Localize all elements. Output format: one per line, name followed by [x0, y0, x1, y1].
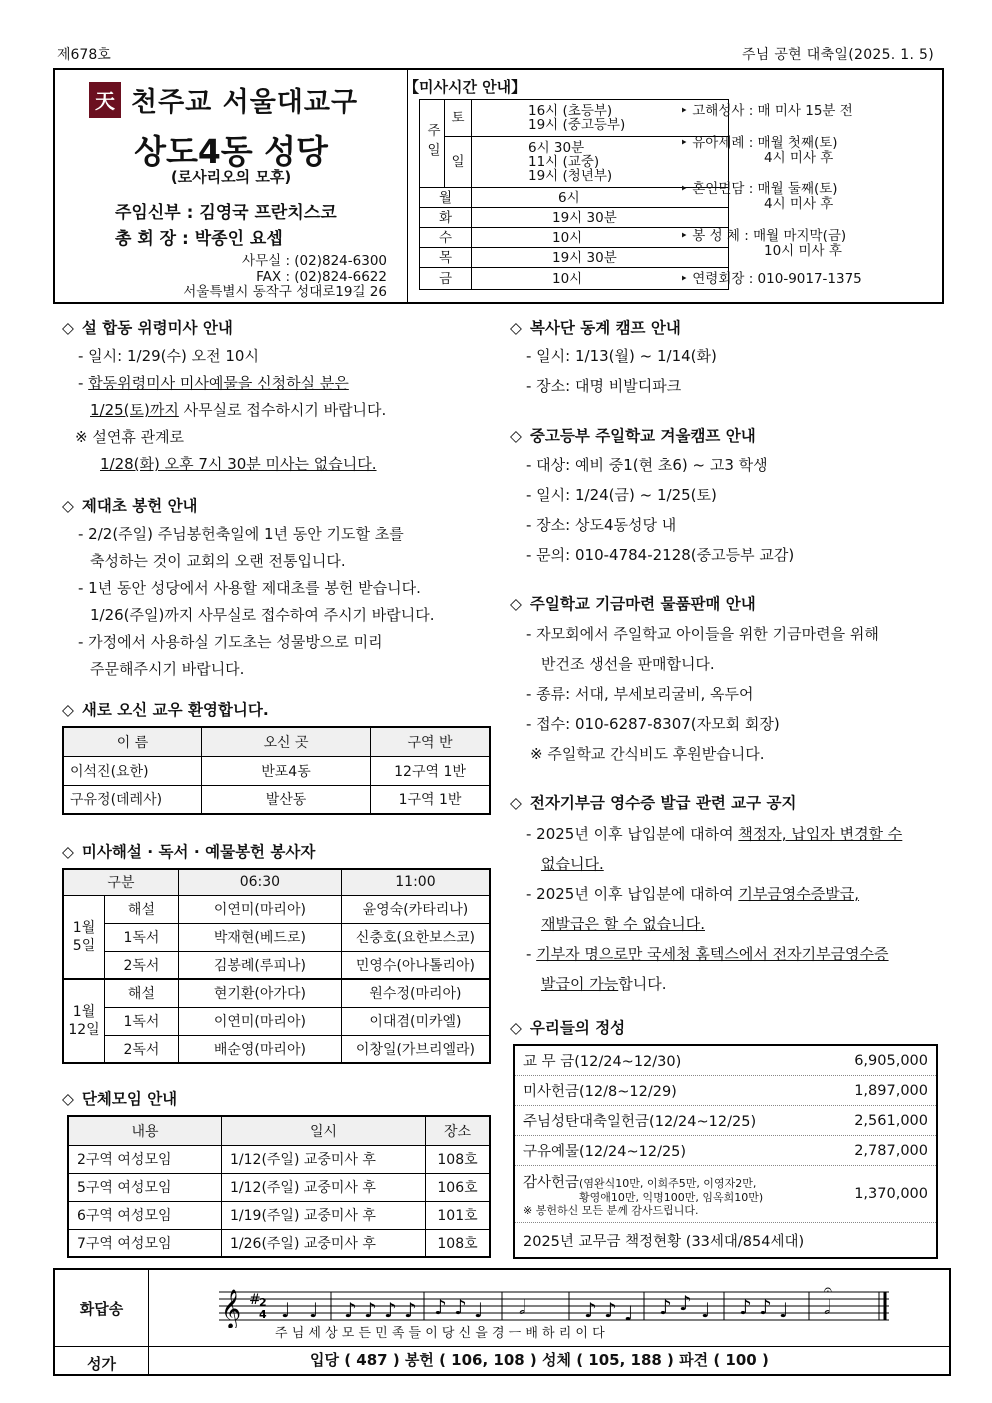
info-marriage: ‣ 혼인면담 : 매월 둘째(토) 4시 미사 후: [680, 181, 838, 212]
section-title-altar-server-camp: ◇ 복사단 동계 캠프 안내: [510, 319, 681, 337]
svg-text:♪: ♪: [659, 1295, 672, 1319]
saturday-times: 16시 (초등부) 19시 (중고등부): [472, 100, 729, 137]
text-line: - 일시: 1/29(수) 오전 10시: [78, 347, 259, 365]
table-row: 6구역 여성모임 1/19(주일) 교중미사 후 101호: [68, 1201, 490, 1229]
weekday-label: 화: [420, 208, 472, 228]
svg-text:♪: ♪: [604, 1298, 617, 1322]
pledge-status: 2025년 교무금 책정현황 (33세대/854세대): [523, 1233, 805, 1250]
svg-text:𝅗𝅥: 𝅗𝅥: [519, 1295, 526, 1319]
text-line: - 문의: 010-4784-2128(중고등부 교감): [526, 546, 795, 564]
table-row: 2구역 여성모임 1/12(주일) 교중미사 후 108호: [68, 1145, 490, 1173]
weekday-time: 10시: [472, 268, 729, 290]
diocese-name: 천주교 서울대교구: [131, 87, 359, 118]
text-line: - 1년 동안 성당에서 사용할 제대초를 봉헌 받습니다.: [78, 579, 421, 597]
date-cell: 1월 5일: [63, 895, 105, 979]
svg-text:♪: ♪: [739, 1295, 752, 1319]
table-row: 5구역 여성모임 1/12(주일) 교중미사 후 106호: [68, 1173, 490, 1201]
svg-text:♩: ♩: [624, 1301, 634, 1325]
text-line: 1/25(토)까지 사무실로 접수하시기 바랍니다.: [90, 401, 387, 419]
text-line: - 접수: 010-6287-8307(자모회 회장): [526, 715, 780, 733]
text-line: - 기부자 명으로만 국세청 홈텍스에서 전자기부금영수증: [526, 945, 889, 963]
sunday-label: 주일: [420, 100, 445, 188]
svg-text:♪: ♪: [454, 1295, 467, 1319]
date-cell: 1월 12일: [63, 979, 105, 1063]
table-row: 이석진(요한) 반포4동 12구역 1반: [63, 756, 490, 785]
diamond-icon: ◇: [62, 701, 74, 719]
diamond-icon: ◇: [510, 319, 522, 337]
diamond-icon: ◇: [510, 595, 522, 613]
text-line: - 장소: 대명 비발디파크: [526, 377, 682, 395]
text-line: - 대상: 예비 중1(현 초6) ~ 고3 학생: [526, 456, 768, 474]
text-line: 1/28(화) 오후 7시 30분 미사는 없습니다.: [100, 455, 377, 473]
text-line: 1/26(주일)까지 사무실로 접수하여 주시기 바랍니다.: [90, 606, 435, 624]
svg-text:♪: ♪: [434, 1295, 447, 1319]
text-line: 없습니다.: [541, 855, 604, 873]
church-patron: (로사리오의 모후): [170, 168, 292, 186]
sunday-times: 6시 30분 11시 (교중) 19시 (청년부): [472, 137, 729, 188]
weekday-time: 6시: [472, 188, 729, 208]
saturday-label: 토: [445, 100, 472, 137]
offering-row: 교 무 금(12/24~12/30) 6,905,000: [515, 1046, 936, 1076]
svg-text:♪: ♪: [344, 1298, 357, 1322]
diamond-icon: ◇: [62, 843, 74, 861]
text-line: - 2025년 이후 납입분에 대하여 기부금영수증발급,: [526, 885, 860, 903]
column-header: 이 름: [63, 727, 202, 756]
text-line: 반건조 생선을 판매합니다.: [541, 655, 715, 673]
table-row: 2독서 김봉례(루피나) 민영수(아나톨리아): [63, 951, 490, 979]
bulletin-date: 주님 공현 대축일(2025. 1. 5): [741, 47, 934, 63]
table-row: 1독서 박재현(베드로) 신충호(요한보스코): [63, 923, 490, 951]
offering-row: 미사헌금(12/8~12/29) 1,897,000: [515, 1076, 936, 1106]
text-line: 주문해주시기 바랍니다.: [90, 660, 245, 678]
table-row: 구유정(데레사) 발산동 1구역 1반: [63, 785, 490, 814]
column-header: 구분: [63, 869, 178, 895]
weekday-time: 10시: [472, 228, 729, 248]
divider: [407, 70, 408, 302]
svg-text:2: 2: [259, 1296, 267, 1309]
column-header: 오신 곳: [202, 727, 371, 756]
weekday-label: 목: [420, 248, 472, 268]
new-members-table: [62, 726, 491, 815]
psalm-label: 화답송: [79, 1300, 124, 1318]
text-line: - 일시: 1/13(월) ~ 1/14(화): [526, 347, 717, 365]
svg-text:♪: ♪: [584, 1298, 597, 1322]
info-confession: ‣ 고해성사 : 매 미사 15분 전: [680, 103, 853, 119]
table-row: 1월 5일 해설 이연미(마리아) 윤영숙(카타리나): [63, 895, 490, 923]
text-line: ※ 설연휴 관계로: [75, 428, 185, 446]
diocese-logo: [89, 80, 358, 119]
section-title-memorial-mass: ◇ 설 합동 위령미사 안내: [62, 319, 233, 337]
weekday-label: 금: [420, 268, 472, 290]
text-line: 재발급은 할 수 없습니다.: [541, 915, 705, 933]
section-title-donation-receipt: ◇ 전자기부금 영수증 발급 관련 교구 공지: [510, 794, 797, 812]
section-title-altar-candle: ◇ 제대초 봉헌 안내: [62, 497, 198, 515]
text-line: 축성하는 것이 교회의 오랜 전통입니다.: [90, 552, 346, 570]
svg-text:♪: ♪: [384, 1298, 397, 1322]
diamond-icon: ◇: [510, 1019, 522, 1037]
cross-emblem-icon: 天: [89, 82, 121, 118]
column-header: 11:00: [341, 869, 490, 895]
svg-text:♩: ♩: [309, 1298, 319, 1322]
svg-text:𝄞: 𝄞: [221, 1289, 242, 1328]
fax-number: FAX : (02)824-6622: [256, 268, 387, 285]
info-funeral-contact: ‣ 연령회장 : 010-9017-1375: [680, 271, 862, 287]
text-line: - 자모회에서 주일학교 아이들을 위한 기금마련을 위해: [526, 625, 879, 643]
church-name: 상도4동 성당: [134, 132, 328, 171]
svg-text:♩: ♩: [281, 1298, 291, 1322]
table-row: 1독서 이연미(마리아) 이대겸(미카엘): [63, 1007, 490, 1035]
diamond-icon: ◇: [510, 427, 522, 445]
svg-text:4: 4: [259, 1308, 267, 1321]
group-meetings-table: [67, 1115, 491, 1258]
volunteers-table: [62, 868, 491, 1064]
svg-text:♪: ♪: [679, 1291, 692, 1315]
text-line: - 2/2(주일) 주님봉헌축일에 1년 동안 기도할 초를: [78, 525, 404, 543]
pastor: 주임신부 : 김영국 프란치스코: [115, 203, 337, 223]
diamond-icon: ◇: [510, 794, 522, 812]
svg-text:𝄐: 𝄐: [824, 1284, 832, 1298]
section-title-new-members: ◇ 새로 오신 교우 환영합니다.: [62, 701, 269, 719]
svg-text:𝅗𝅥: 𝅗𝅥: [824, 1295, 831, 1319]
svg-text:#: #: [249, 1292, 261, 1308]
hymn-label: 성가: [87, 1355, 116, 1373]
text-line: ※ 주일학교 간식비도 후원받습니다.: [530, 745, 765, 763]
column-header: 구역 반: [371, 727, 491, 756]
diamond-icon: ◇: [62, 497, 74, 515]
section-title-volunteers: ◇ 미사해설 · 독서 · 예물봉헌 봉사자: [62, 843, 316, 861]
diamond-icon: ◇: [62, 319, 74, 337]
svg-text:♪: ♪: [364, 1298, 377, 1322]
svg-text:♪: ♪: [759, 1295, 772, 1319]
office-phone: 사무실 : (02)824-6300: [242, 253, 387, 269]
diamond-icon: ◇: [62, 1090, 74, 1108]
table-row: 2독서 배순영(마리아) 이창일(가브리엘라): [63, 1035, 490, 1063]
address: 서울특별시 동작구 성대로19길 26: [183, 284, 387, 300]
column-header: 장소: [426, 1116, 491, 1145]
weekday-label: 수: [420, 228, 472, 248]
hymn-numbers: 입당 ( 487 ) 봉헌 ( 106, 108 ) 성체 ( 105, 188 ) 파견 ( 100 ): [310, 1351, 769, 1369]
text-line: - 종류: 서대, 부세보리굴비, 옥두어: [526, 685, 754, 703]
info-baptism: ‣ 유아세례 : 매월 첫째(토) 4시 미사 후: [680, 135, 838, 166]
offering-row: 주님성탄대축일헌금(12/24~12/25) 2,561,000: [515, 1106, 936, 1136]
text-line: - 2025년 이후 납입분에 대하여 책정자, 납입자 변경할 수: [526, 825, 903, 843]
mass-times-title: 【미사시간 안내】: [404, 78, 527, 96]
column-header: 내용: [68, 1116, 222, 1145]
section-title-group-meetings: ◇ 단체모임 안내: [62, 1090, 178, 1108]
table-row: 7구역 여성모임 1/26(주일) 교중미사 후 108호: [68, 1229, 490, 1257]
weekday-label: 월: [420, 188, 472, 208]
section-title-youth-camp: ◇ 중고등부 주일학교 겨울캠프 안내: [510, 427, 756, 445]
offering-row: 구유예물(12/24~12/25) 2,787,000: [515, 1136, 936, 1166]
table-row: 1월 12일 해설 현기환(아가다) 원수정(마리아): [63, 979, 490, 1007]
issue-number: 제678호: [57, 47, 111, 63]
text-line: - 일시: 1/24(금) ~ 1/25(토): [526, 486, 717, 504]
offering-row-thanks: 감사헌금(염완식10만, 이희주5만, 이영자2만, 황영애10만, 익명100만, 임옥희10만) ※ 봉헌하신 모든 분께 감사드립니다. 1,370,000: [515, 1166, 936, 1223]
svg-text:♪: ♪: [404, 1298, 417, 1322]
column-header: 일시: [222, 1116, 426, 1145]
contact-info: [183, 254, 387, 301]
sunday-day-label: 일: [445, 137, 472, 188]
svg-text:♩: ♩: [474, 1298, 484, 1322]
text-line: - 장소: 상도4동성당 내: [526, 516, 677, 534]
section-title-offerings: ◇ 우리들의 정성: [510, 1019, 626, 1037]
svg-text:♩: ♩: [701, 1298, 711, 1322]
offerings-box: [513, 1044, 938, 1259]
text-line: 발급이 가능합니다.: [541, 975, 667, 993]
psalm-lyrics: 주 님 세 상 모 든 민 족 들 이 당 신 을 경 ㅡ 배 하 리 이 다: [275, 1326, 605, 1341]
weekday-time: 19시 30분: [472, 248, 729, 268]
column-header: 06:30: [178, 869, 341, 895]
council-president: 총 회 장 : 박종인 요셉: [115, 229, 283, 249]
weekday-time: 19시 30분: [472, 208, 729, 228]
text-line: - 가정에서 사용하실 기도초는 성물방으로 미리: [78, 633, 383, 651]
section-title-fundraising-sale: ◇ 주일학교 기금마련 물품판매 안내: [510, 595, 756, 613]
text-line: - 합동위령미사 미사예물을 신청하실 분은: [78, 374, 349, 392]
svg-text:♩: ♩: [779, 1298, 789, 1322]
info-communion: ‣ 봉 성 체 : 매월 마지막(금) 10시 미사 후: [680, 228, 847, 259]
